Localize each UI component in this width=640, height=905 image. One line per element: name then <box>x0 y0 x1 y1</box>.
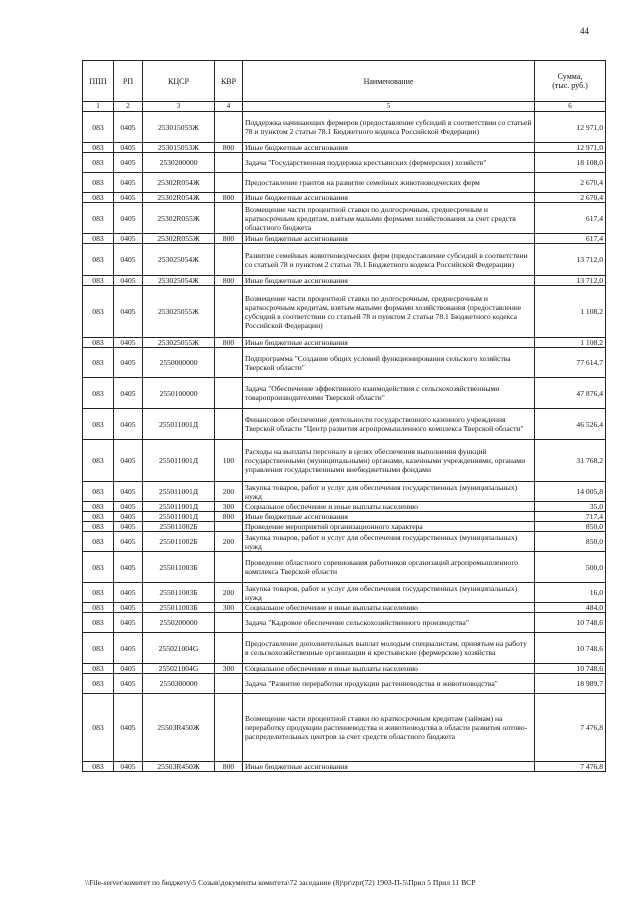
cell-ppp: 083 <box>83 603 114 613</box>
cell-ppp: 083 <box>83 440 114 482</box>
cell-sum: 77 614,7 <box>535 348 606 378</box>
cell-kcsr: 255011003Б <box>143 603 215 613</box>
cell-sum: 850,0 <box>535 522 606 532</box>
cell-sum: 18 108,0 <box>535 153 606 173</box>
cell-sum: 31 768,2 <box>535 440 606 482</box>
cell-kcsr: 25302R054Ж <box>143 173 215 193</box>
cell-name: Проведение мероприятий организационного характера <box>243 522 535 532</box>
cell-sum: 12 971,0 <box>535 143 606 153</box>
table-row <box>83 552 606 583</box>
table-row <box>83 203 606 234</box>
cell-sum: 13 712,0 <box>535 244 606 276</box>
cell-kcsr: 255021004G <box>143 633 215 664</box>
cell-kvr <box>215 552 243 583</box>
cell-kvr: 800 <box>215 512 243 522</box>
cell-kvr <box>215 286 243 338</box>
table-row <box>83 482 606 502</box>
cell-kcsr: 255011003Б <box>143 583 215 603</box>
cell-rp: 0405 <box>114 234 143 244</box>
column-number: 4 <box>215 102 243 112</box>
cell-rp: 0405 <box>114 613 143 633</box>
cell-rp: 0405 <box>114 532 143 552</box>
cell-kcsr: 255011001Д <box>143 502 215 512</box>
table-row <box>83 276 606 286</box>
cell-sum: 35,0 <box>535 502 606 512</box>
cell-name: Проведение областного соревнования работников организаций агропромышленного комплекса Тверской области <box>243 552 535 583</box>
cell-name: Иные бюджетные ассигнования <box>243 143 535 153</box>
cell-sum: 1 108,2 <box>535 286 606 338</box>
cell-kvr <box>215 112 243 143</box>
cell-kcsr: 255011001Д <box>143 440 215 482</box>
cell-ppp: 083 <box>83 552 114 583</box>
cell-kcsr: 255021004G <box>143 664 215 674</box>
table-row <box>83 286 606 338</box>
cell-kvr <box>215 348 243 378</box>
cell-ppp: 083 <box>83 522 114 532</box>
cell-ppp: 083 <box>83 633 114 664</box>
table-row <box>83 762 606 772</box>
table-row <box>83 583 606 603</box>
cell-rp: 0405 <box>114 502 143 512</box>
cell-rp: 0405 <box>114 512 143 522</box>
cell-kcsr: 255011001Д <box>143 512 215 522</box>
cell-kvr: 300 <box>215 603 243 613</box>
cell-name: Социальное обеспечение и иные выплаты населению <box>243 603 535 613</box>
table-row <box>83 244 606 276</box>
header-name: Наименование <box>243 61 535 102</box>
cell-kcsr: 253025054Ж <box>143 244 215 276</box>
cell-rp: 0405 <box>114 153 143 173</box>
cell-ppp: 083 <box>83 512 114 522</box>
cell-name: Иные бюджетные ассигнования <box>243 762 535 772</box>
table-row <box>83 338 606 348</box>
cell-sum: 10 748,6 <box>535 613 606 633</box>
cell-rp: 0405 <box>114 664 143 674</box>
cell-name: Иные бюджетные ассигнования <box>243 276 535 286</box>
cell-sum: 2 670,4 <box>535 193 606 203</box>
cell-kvr <box>215 153 243 173</box>
cell-kvr <box>215 244 243 276</box>
cell-kvr: 800 <box>215 762 243 772</box>
cell-rp: 0405 <box>114 143 143 153</box>
table-row <box>83 694 606 762</box>
cell-kvr <box>215 378 243 409</box>
table-row <box>83 613 606 633</box>
cell-sum: 7 476,8 <box>535 762 606 772</box>
cell-name: Расходы на выплаты персоналу в целях обеспечения выполнения функций государственными (муниципальными) органами, казенными учреждениями, органами управления государственными внебюджетными фондами <box>243 440 535 482</box>
cell-rp: 0405 <box>114 203 143 234</box>
cell-rp: 0405 <box>114 276 143 286</box>
cell-rp: 0405 <box>114 244 143 276</box>
cell-kvr: 300 <box>215 502 243 512</box>
table-row <box>83 234 606 244</box>
page-number: 44 <box>580 26 589 36</box>
cell-kcsr: 253025055Ж <box>143 286 215 338</box>
cell-kcsr: 255011002Б <box>143 532 215 552</box>
cell-rp: 0405 <box>114 409 143 440</box>
cell-kcsr: 2530200000 <box>143 153 215 173</box>
table-row <box>83 674 606 694</box>
table-row <box>83 512 606 522</box>
cell-ppp: 083 <box>83 203 114 234</box>
cell-kvr <box>215 694 243 762</box>
cell-kcsr: 255011003Б <box>143 552 215 583</box>
cell-rp: 0405 <box>114 193 143 203</box>
cell-kcsr: 25503R450Ж <box>143 694 215 762</box>
cell-rp: 0405 <box>114 552 143 583</box>
cell-ppp: 083 <box>83 409 114 440</box>
cell-ppp: 083 <box>83 348 114 378</box>
cell-rp: 0405 <box>114 482 143 502</box>
cell-ppp: 083 <box>83 502 114 512</box>
cell-name: Иные бюджетные ассигнования <box>243 512 535 522</box>
table-row <box>83 378 606 409</box>
cell-rp: 0405 <box>114 338 143 348</box>
cell-name: Иные бюджетные ассигнования <box>243 193 535 203</box>
table-header-row <box>83 61 606 102</box>
table-row <box>83 173 606 193</box>
table-row <box>83 112 606 143</box>
cell-kcsr: 253015053Ж <box>143 112 215 143</box>
table-row <box>83 348 606 378</box>
cell-sum: 47 876,4 <box>535 378 606 409</box>
cell-kcsr: 255011001Д <box>143 409 215 440</box>
cell-ppp: 083 <box>83 153 114 173</box>
cell-rp: 0405 <box>114 762 143 772</box>
cell-kcsr: 25503R450Ж <box>143 762 215 772</box>
cell-ppp: 083 <box>83 338 114 348</box>
cell-sum: 10 748,6 <box>535 633 606 664</box>
cell-ppp: 083 <box>83 532 114 552</box>
cell-name: Возмещение части процентной ставки по долгосрочным, среднесрочным и краткосрочным кредитам, взятым малыми формами хозяйствования за счет средств областного бюджета <box>243 203 535 234</box>
cell-ppp: 083 <box>83 173 114 193</box>
cell-rp: 0405 <box>114 173 143 193</box>
cell-name: Финансовое обеспечение деятельности государственного казенного учреждения Тверской области "Центр развития агропромышленного комплекса Тверской области" <box>243 409 535 440</box>
cell-name: Предоставление дополнительных выплат молодым специалистам, принятым на работу в сельскохозяйственные организации и крестьянские (фермерские) хозяйства <box>243 633 535 664</box>
cell-kvr <box>215 409 243 440</box>
column-number: 5 <box>243 102 535 112</box>
cell-kvr: 200 <box>215 482 243 502</box>
cell-name: Возмещение части процентной ставки по краткосрочным кредитам (займам) на переработку продукции растениеводства и животноводства в области развития оптово-распределительных центров за счет средств областного бюджета <box>243 694 535 762</box>
budget-table <box>82 60 606 772</box>
cell-ppp: 083 <box>83 482 114 502</box>
cell-kvr <box>215 633 243 664</box>
cell-rp: 0405 <box>114 603 143 613</box>
cell-kvr: 800 <box>215 276 243 286</box>
cell-name: Социальное обеспечение и иные выплаты населению <box>243 502 535 512</box>
cell-sum: 484,0 <box>535 603 606 613</box>
cell-kcsr: 25302R055Ж <box>143 234 215 244</box>
cell-sum: 617,4 <box>535 234 606 244</box>
header-kcsr: КЦСР <box>143 61 215 102</box>
cell-kcsr: 253015053Ж <box>143 143 215 153</box>
cell-kvr <box>215 674 243 694</box>
cell-kvr: 800 <box>215 234 243 244</box>
cell-sum: 12 971,0 <box>535 112 606 143</box>
cell-sum: 14 005,8 <box>535 482 606 502</box>
cell-kvr: 800 <box>215 193 243 203</box>
cell-rp: 0405 <box>114 522 143 532</box>
cell-ppp: 083 <box>83 694 114 762</box>
table-row <box>83 409 606 440</box>
cell-ppp: 083 <box>83 613 114 633</box>
cell-sum: 617,4 <box>535 203 606 234</box>
cell-kcsr: 255011001Д <box>143 482 215 502</box>
cell-rp: 0405 <box>114 583 143 603</box>
cell-kvr <box>215 173 243 193</box>
column-number: 1 <box>83 102 114 112</box>
cell-name: Закупка товаров, работ и услуг для обеспечения государственных (муниципальных) нужд <box>243 583 535 603</box>
cell-kcsr: 253025054Ж <box>143 276 215 286</box>
cell-name: Предоставление грантов на развитие семейных животноводческих ферм <box>243 173 535 193</box>
cell-name: Социальное обеспечение и иные выплаты населению <box>243 664 535 674</box>
cell-rp: 0405 <box>114 348 143 378</box>
cell-name: Иные бюджетные ассигнования <box>243 338 535 348</box>
header-ppp: ППП <box>83 61 114 102</box>
table-row <box>83 502 606 512</box>
cell-kvr: 800 <box>215 338 243 348</box>
cell-kvr: 100 <box>215 440 243 482</box>
cell-rp: 0405 <box>114 378 143 409</box>
cell-kvr: 800 <box>215 143 243 153</box>
table-row <box>83 522 606 532</box>
cell-kcsr: 2550300000 <box>143 674 215 694</box>
cell-kvr <box>215 203 243 234</box>
cell-kvr: 200 <box>215 583 243 603</box>
cell-sum: 16,0 <box>535 583 606 603</box>
cell-kcsr: 2550100000 <box>143 378 215 409</box>
cell-name: Задача "Обеспечение эффективного взаимодействия с сельскохозяйственными товаропроизводителями Тверской области" <box>243 378 535 409</box>
cell-kcsr: 2550000000 <box>143 348 215 378</box>
cell-kvr <box>215 522 243 532</box>
cell-kcsr: 255011002Б <box>143 522 215 532</box>
table-row <box>83 193 606 203</box>
cell-kvr: 200 <box>215 532 243 552</box>
table-row <box>83 633 606 664</box>
column-number-row <box>83 102 606 112</box>
cell-name: Возмещение части процентной ставки по долгосрочным, среднесрочным и краткосрочным кредитам, взятым малыми формами хозяйствования (предоставление субсидий в соответствии со статьей 78 и пунктом 2 статьи 78.1 Бюджетного кодекса Российской Федерации) <box>243 286 535 338</box>
cell-ppp: 083 <box>83 664 114 674</box>
cell-rp: 0405 <box>114 112 143 143</box>
column-number: 6 <box>535 102 606 112</box>
cell-sum: 13 712,0 <box>535 276 606 286</box>
table-row <box>83 664 606 674</box>
cell-sum: 1 108,2 <box>535 338 606 348</box>
file-path-footer: \\File-server\комитет по бюджету\5 Созыв\документы комитета\72 заседание (8)\pr\zpr(72) 1903-П-5\Прил 5 Прил 11 ВСР <box>85 878 476 887</box>
cell-kvr: 300 <box>215 664 243 674</box>
cell-sum: 10 748,6 <box>535 664 606 674</box>
cell-name: Закупка товаров, работ и услуг для обеспечения государственных (муниципальных) нужд <box>243 532 535 552</box>
cell-ppp: 083 <box>83 234 114 244</box>
cell-name: Задача "Развитие переработки продукции растениеводства и животноводства" <box>243 674 535 694</box>
cell-rp: 0405 <box>114 286 143 338</box>
cell-ppp: 083 <box>83 143 114 153</box>
cell-kcsr: 25302R054Ж <box>143 193 215 203</box>
table-row <box>83 143 606 153</box>
cell-kvr <box>215 613 243 633</box>
cell-kcsr: 2550200000 <box>143 613 215 633</box>
cell-ppp: 083 <box>83 286 114 338</box>
cell-ppp: 083 <box>83 674 114 694</box>
header-rp: РП <box>114 61 143 102</box>
header-sum: Сумма, (тыс. руб.) <box>535 61 606 102</box>
cell-ppp: 083 <box>83 762 114 772</box>
cell-sum: 7 476,8 <box>535 694 606 762</box>
cell-sum: 850,0 <box>535 532 606 552</box>
cell-name: Иные бюджетные ассигнования <box>243 234 535 244</box>
table-row <box>83 532 606 552</box>
cell-rp: 0405 <box>114 633 143 664</box>
cell-sum: 717,4 <box>535 512 606 522</box>
table-body <box>83 112 606 772</box>
column-number: 2 <box>114 102 143 112</box>
cell-kcsr: 25302R055Ж <box>143 203 215 234</box>
cell-rp: 0405 <box>114 674 143 694</box>
table-row <box>83 603 606 613</box>
cell-name: Развитие семейных животноводческих ферм (предоставление субсидий в соответствии со статьей 78 и пунктом 2 статьи 78.1 Бюджетного кодекса Российской Федерации) <box>243 244 535 276</box>
cell-name: Задача "Государственная поддержка крестьянских (фермерских) хозяйств" <box>243 153 535 173</box>
cell-ppp: 083 <box>83 193 114 203</box>
cell-name: Задача "Кадровое обеспечение сельскохозяйственного производства" <box>243 613 535 633</box>
cell-ppp: 083 <box>83 378 114 409</box>
cell-sum: 2 670,4 <box>535 173 606 193</box>
cell-sum: 18 989,7 <box>535 674 606 694</box>
cell-rp: 0405 <box>114 440 143 482</box>
cell-rp: 0405 <box>114 694 143 762</box>
cell-ppp: 083 <box>83 276 114 286</box>
cell-kcsr: 253025055Ж <box>143 338 215 348</box>
cell-name: Подпрограмма "Создание общих условий функционирования сельского хозяйства Тверской области" <box>243 348 535 378</box>
cell-name: Поддержка начинающих фермеров (предоставление субсидий в соответствии со статьей 78 и пунктом 2 статьи 78.1 Бюджетного кодекса Российской Федерации) <box>243 112 535 143</box>
header-kvr: КВР <box>215 61 243 102</box>
cell-sum: 500,0 <box>535 552 606 583</box>
cell-ppp: 083 <box>83 112 114 143</box>
cell-name: Закупка товаров, работ и услуг для обеспечения государственных (муниципальных) нужд <box>243 482 535 502</box>
cell-ppp: 083 <box>83 583 114 603</box>
column-number: 3 <box>143 102 215 112</box>
table-row <box>83 153 606 173</box>
table-row <box>83 440 606 482</box>
cell-ppp: 083 <box>83 244 114 276</box>
cell-sum: 46 526,4 <box>535 409 606 440</box>
